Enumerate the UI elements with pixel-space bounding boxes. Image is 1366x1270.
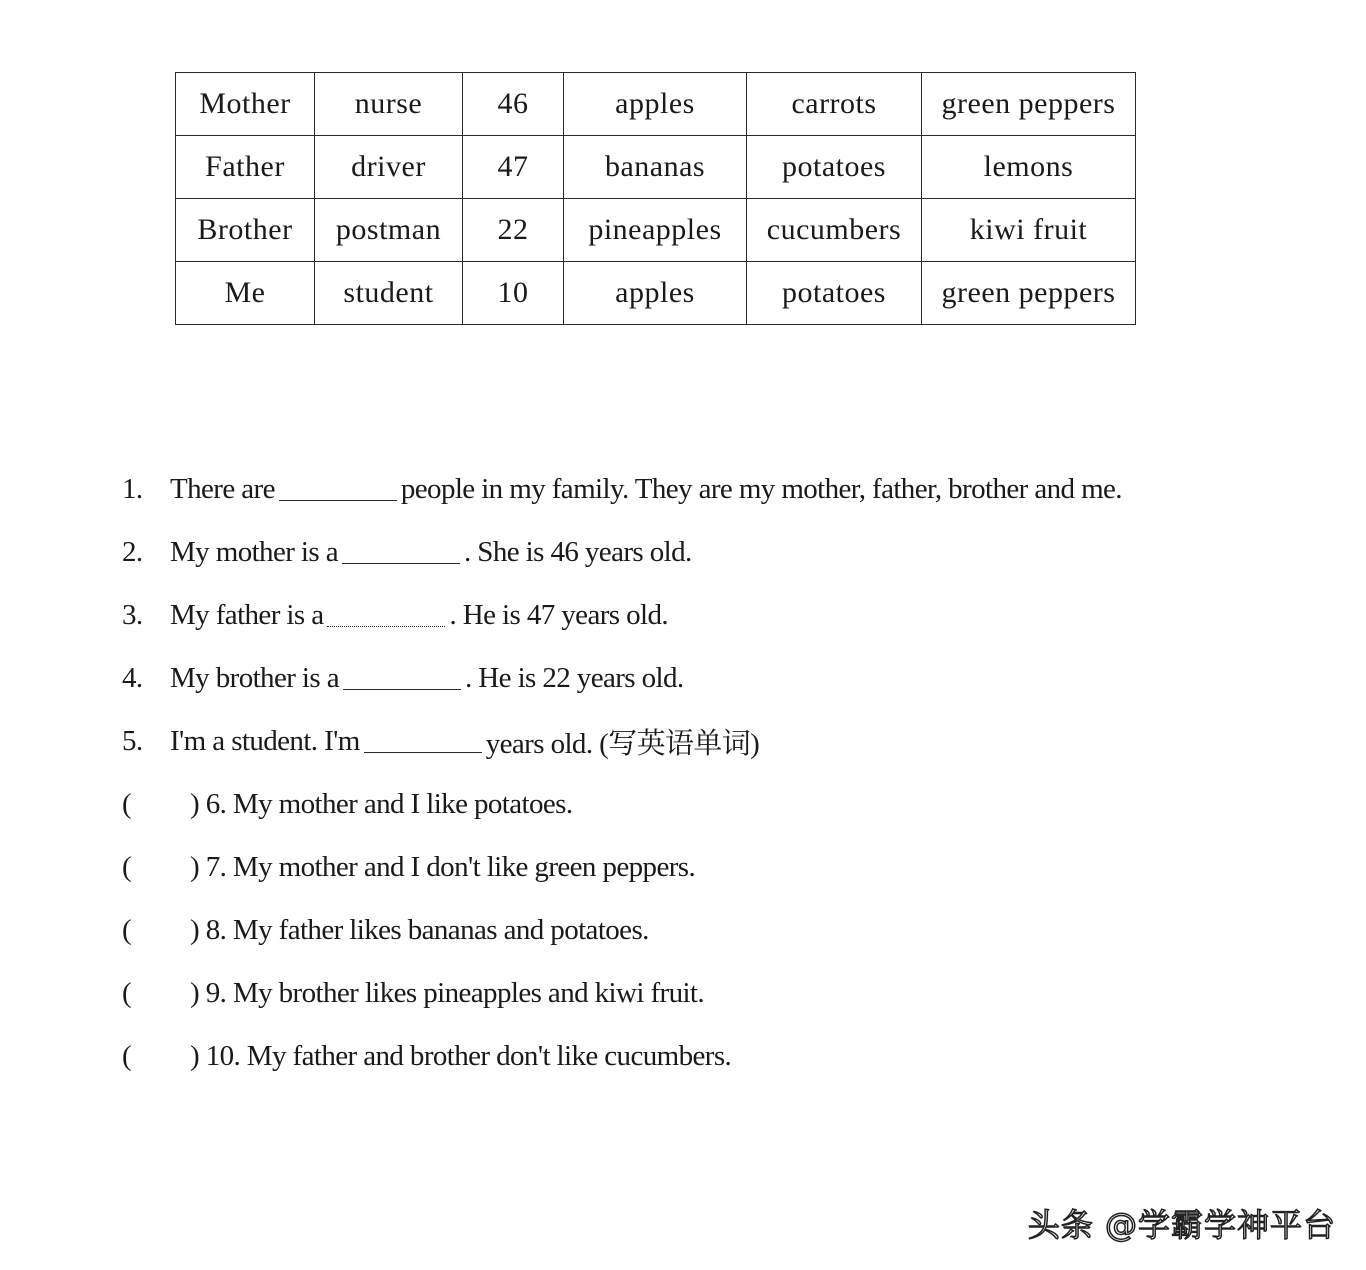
answer-blank[interactable] — [343, 667, 461, 690]
family-info-table — [175, 72, 1136, 325]
question-text-before: I'm a student. I'm — [170, 725, 360, 757]
question-text-after: . He is 47 years old. — [449, 599, 669, 631]
question-text-before: My mother is a — [170, 536, 338, 568]
table-cell: 22 — [463, 199, 564, 262]
answer-bracket[interactable]: ( — [122, 788, 132, 820]
table-cell: postman — [315, 199, 463, 262]
table-row — [176, 136, 1136, 199]
table-cell: Father — [176, 136, 315, 199]
watermark: 头条 @学霸学神平台 — [1027, 1206, 1336, 1244]
fill-in-question — [122, 710, 1242, 773]
true-false-question — [122, 773, 1242, 836]
answer-bracket[interactable]: ( — [122, 914, 132, 946]
answer-blank[interactable] — [327, 604, 445, 627]
true-false-question — [122, 1025, 1242, 1088]
table-cell: green peppers — [922, 73, 1136, 136]
table-cell: Me — [176, 262, 315, 325]
question-text-before: My father is a — [170, 599, 324, 631]
question-text-after: people in my family. They are my mother, father, brother and me. — [400, 473, 1122, 505]
table-row — [176, 73, 1136, 136]
table-cell: green peppers — [922, 262, 1136, 325]
question-number: 3. — [122, 599, 143, 631]
table-cell: apples — [564, 73, 747, 136]
table-cell: 46 — [463, 73, 564, 136]
answer-blank[interactable] — [364, 730, 482, 753]
table-row — [176, 262, 1136, 325]
question-text-before: There are — [170, 473, 275, 505]
table-cell: student — [315, 262, 463, 325]
question-text-before: My brother is a — [170, 662, 339, 694]
question-text-after: . She is 46 years old. — [464, 536, 692, 568]
question-number: 1. — [122, 473, 143, 505]
table-cell: pineapples — [564, 199, 747, 262]
answer-bracket[interactable]: ( — [122, 977, 132, 1009]
fill-in-question — [122, 647, 1242, 710]
true-false-question — [122, 962, 1242, 1025]
table-cell: potatoes — [747, 136, 922, 199]
table-cell: nurse — [315, 73, 463, 136]
true-false-question — [122, 836, 1242, 899]
table-cell: lemons — [922, 136, 1136, 199]
table-row — [176, 199, 1136, 262]
question-number: 4. — [122, 662, 143, 694]
statement-text: ) 9. My brother likes pineapples and kiwi fruit. — [190, 977, 705, 1009]
table-cell: bananas — [564, 136, 747, 199]
true-false-question — [122, 899, 1242, 962]
answer-bracket[interactable]: ( — [122, 1040, 132, 1072]
table-cell: driver — [315, 136, 463, 199]
table-cell: 47 — [463, 136, 564, 199]
table-cell: 10 — [463, 262, 564, 325]
table-cell: apples — [564, 262, 747, 325]
table-cell: Mother — [176, 73, 315, 136]
answer-bracket[interactable]: ( — [122, 851, 132, 883]
question-text-after: years old. (写英语单词) — [485, 728, 760, 760]
fill-in-question — [122, 584, 1242, 647]
table-cell: potatoes — [747, 262, 922, 325]
fill-in-question — [122, 521, 1242, 584]
table-cell: Brother — [176, 199, 315, 262]
answer-blank[interactable] — [279, 478, 397, 501]
statement-text: ) 8. My father likes bananas and potatoes. — [190, 914, 649, 946]
statement-text: ) 7. My mother and I don't like green peppers. — [190, 851, 696, 883]
question-number: 2. — [122, 536, 143, 568]
table-cell: carrots — [747, 73, 922, 136]
question-list — [122, 458, 1242, 1088]
table-cell: cucumbers — [747, 199, 922, 262]
answer-blank[interactable] — [342, 541, 460, 564]
table-cell: kiwi fruit — [922, 199, 1136, 262]
statement-text: ) 10. My father and brother don't like cucumbers. — [190, 1040, 732, 1072]
question-text-after: . He is 22 years old. — [465, 662, 684, 694]
statement-text: ) 6. My mother and I like potatoes. — [190, 788, 573, 820]
fill-in-question — [122, 458, 1242, 521]
question-number: 5. — [122, 725, 143, 757]
